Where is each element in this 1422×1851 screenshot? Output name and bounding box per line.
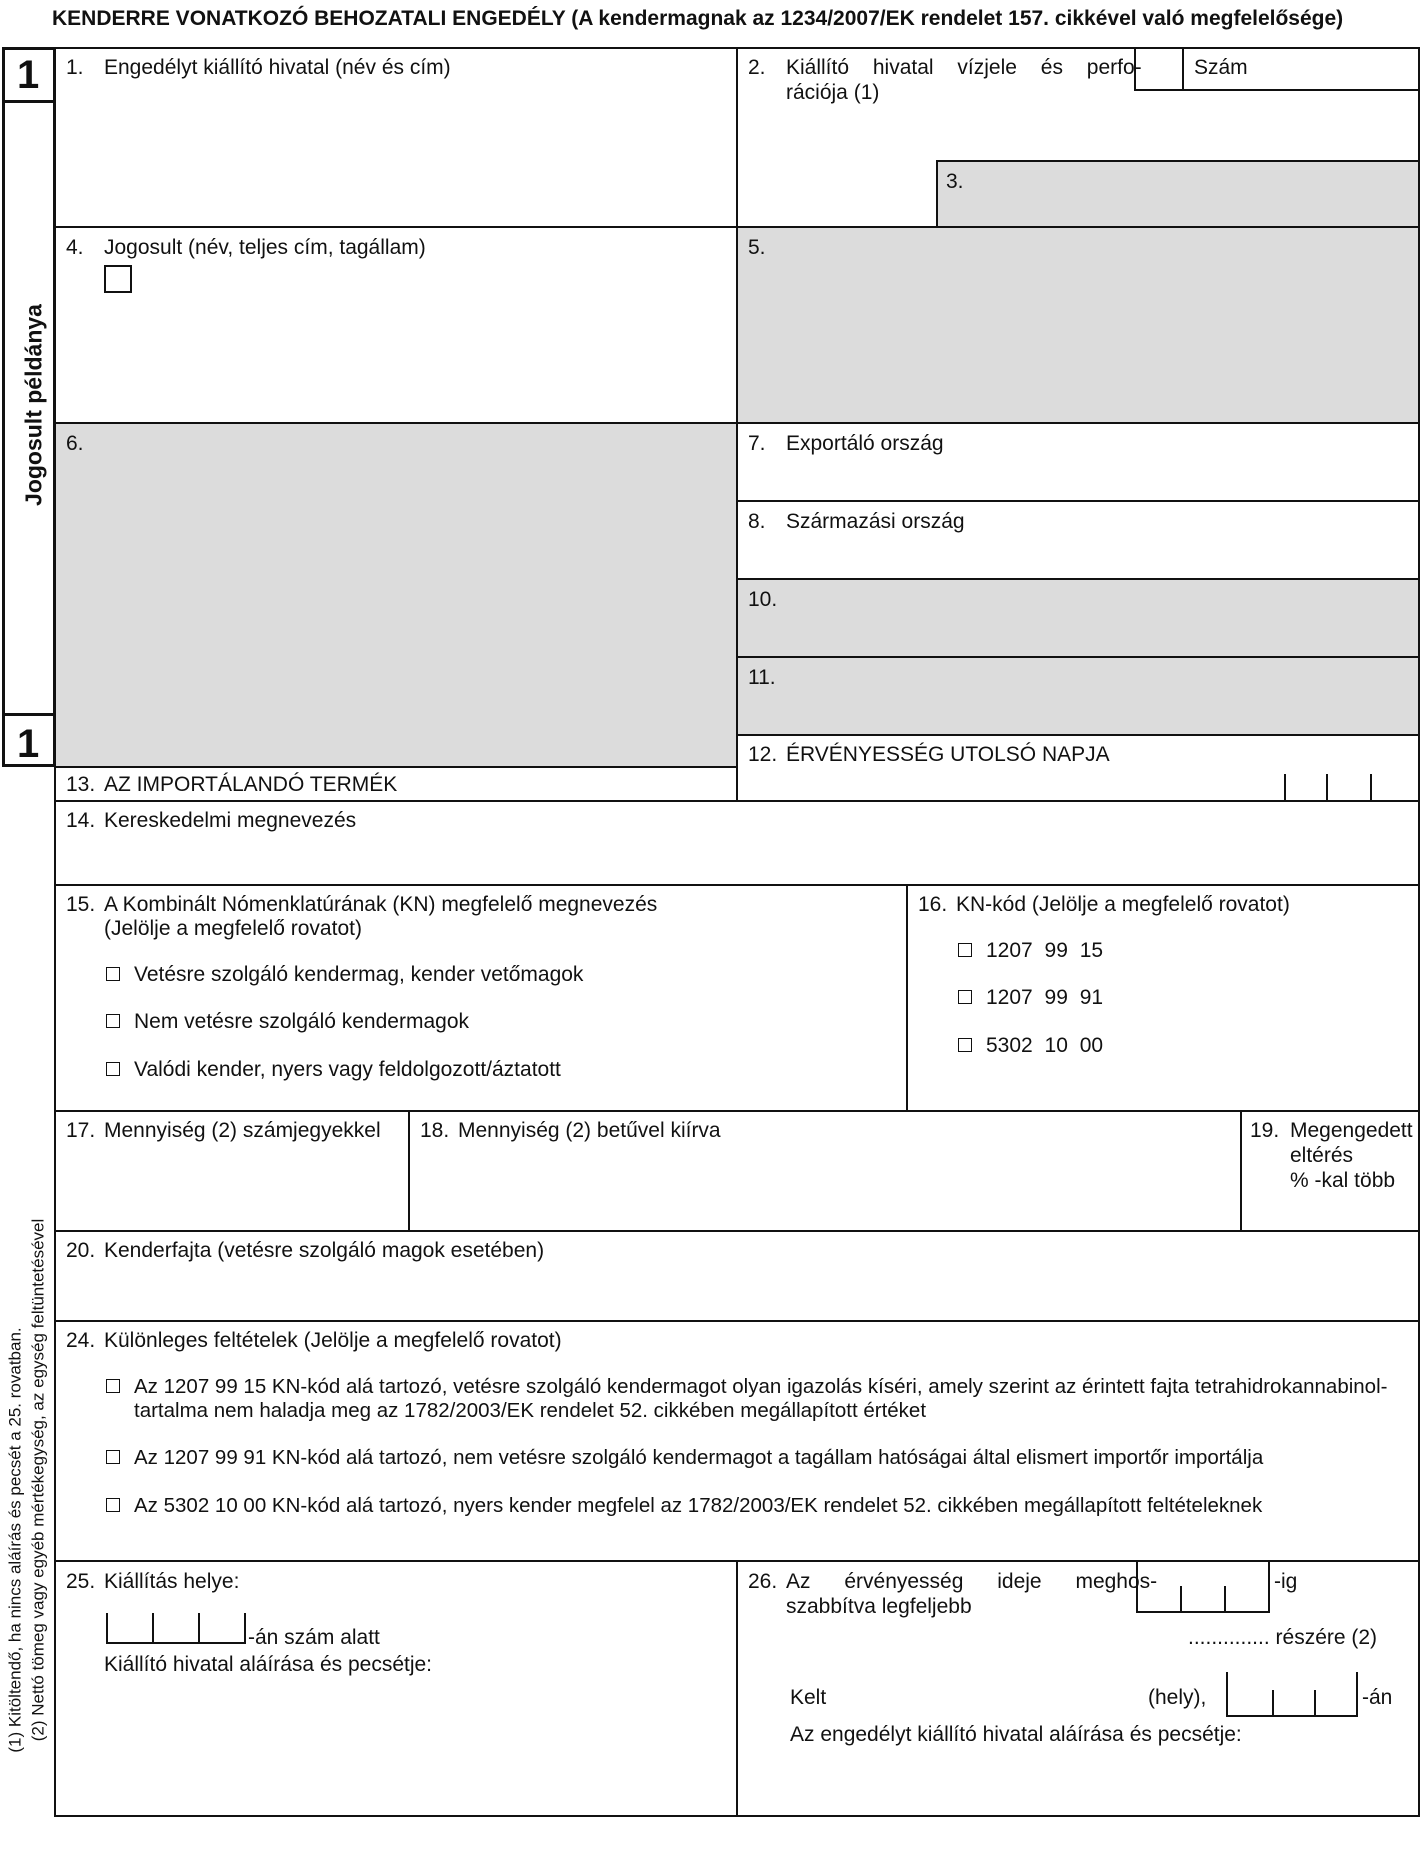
box-6-number: 6. — [66, 432, 84, 455]
footnote-2: (2) Nettó tömeg vagy egyéb mértékegység, az egység feltüntetésével — [28, 1218, 48, 1742]
box-24-option-2-checkbox[interactable] — [106, 1450, 120, 1464]
box-4-checkbox[interactable] — [104, 265, 132, 293]
box-8-label: 8. Származási ország — [748, 510, 965, 533]
box-26-an: -án — [1362, 1686, 1393, 1709]
box-16-option-1: 1207 99 15 — [986, 939, 1104, 962]
box-19-line1: Megengedett — [1290, 1119, 1413, 1142]
box-26-label-line1: Az érvényesség ideje meghos- — [786, 1570, 1158, 1593]
box-15-label-line2: (Jelölje a megfelelő rovatot) — [104, 917, 362, 940]
box-24-option-1-checkbox[interactable] — [106, 1379, 120, 1393]
form-title: KENDERRE VONATKOZÓ BEHOZATALI ENGEDÉLY (A kendermagnak az 1234/2007/EK rendelet 157. cikkével való megfelelősége) — [52, 7, 1344, 30]
box-26-kelt: Kelt — [790, 1686, 827, 1709]
box-16-option-3-checkbox[interactable] — [958, 1038, 972, 1052]
box-24-label: 24. Különleges feltételek (Jelölje a megfelelő rovatot) — [66, 1329, 562, 1352]
box-25-sign: Kiállító hivatal aláírása és pecsétje: — [104, 1653, 433, 1676]
box-16-option-3: 5302 10 00 — [986, 1034, 1104, 1057]
box-11-number: 11. — [748, 666, 776, 689]
box-5-number: 5. — [748, 236, 766, 259]
box-2-label-line1: Kiállító hivatal vízjele és perfo- — [786, 56, 1142, 79]
copy-number-top: 1 — [17, 53, 40, 97]
box-25-label: 25. Kiállítás helye: — [66, 1570, 240, 1593]
box-2-number: 2. — [748, 56, 766, 79]
box-19-number: 19. — [1250, 1119, 1280, 1142]
box-24-option-2: Az 1207 99 91 KN-kód alá tartozó, nem vetésre szolgáló kendermagot a tagállam hatóságai által elismert importőr importálja — [134, 1446, 1264, 1469]
szam-label: Szám — [1194, 56, 1248, 79]
box-26-ig: -ig — [1274, 1570, 1298, 1593]
box-15-option-3: Valódi kender, nyers vagy feldolgozott/áztatott — [134, 1058, 561, 1081]
box-20-label: 20. Kenderfajta (vetésre szolgáló magok esetében) — [66, 1239, 545, 1262]
box-19-line3: % -kal több — [1290, 1169, 1396, 1192]
box-2-label-line2: rációja (1) — [786, 81, 880, 104]
box-3-number: 3. — [946, 170, 964, 193]
copy-label: Jogosult példánya — [20, 304, 47, 506]
box-26-sign: Az engedélyt kiállító hivatal aláírása és pecsétje: — [790, 1723, 1242, 1746]
box-12-label: 12. ÉRVÉNYESSÉG UTOLSÓ NAPJA — [748, 743, 1110, 766]
box-15-option-1-checkbox[interactable] — [106, 967, 120, 981]
box-26-number: 26. — [748, 1570, 778, 1593]
box-24-option-1-line1: Az 1207 99 15 KN-kód alá tartozó, vetésre szolgáló kendermagot olyan igazolás kíséri, amely szerint az érintett fajta tetrahidrokannabinol- — [134, 1375, 1388, 1398]
box-16-option-1-checkbox[interactable] — [958, 943, 972, 957]
box-13-label: 13. AZ IMPORTÁLANDÓ TERMÉK — [66, 773, 398, 796]
box-4-label: 4. Jogosult (név, teljes cím, tagállam) — [66, 236, 426, 259]
box-24-option-1-line2: tartalma nem haladja meg az 1782/2003/EK rendelet 52. cikkében megállapított értéket — [134, 1399, 927, 1422]
box-26-label-line2: szabbítva legfeljebb — [786, 1595, 972, 1618]
box-10-number: 10. — [748, 588, 778, 611]
footnote-1: (1) Kitöltendő, ha nincs aláírás és pecsét a 25. rovatban. — [5, 1327, 25, 1753]
box-26-reszere: .............. részére (2) — [1188, 1626, 1378, 1649]
box-18-label: 18. Mennyiség (2) betűvel kiírva — [420, 1119, 721, 1142]
box-16-label: 16. KN-kód (Jelölje a megfelelő rovatot) — [918, 893, 1290, 916]
box-24-option-3-checkbox[interactable] — [106, 1498, 120, 1512]
box-15-option-2: Nem vetésre szolgáló kendermagok — [134, 1010, 469, 1033]
box-24-option-3: Az 5302 10 00 KN-kód alá tartozó, nyers kender megfelel az 1782/2003/EK rendelet 52. cikkében megállapított feltételeknek — [134, 1494, 1263, 1517]
box-19-line2: eltérés — [1290, 1144, 1354, 1167]
box-16-option-2: 1207 99 91 — [986, 986, 1104, 1009]
box-15-option-3-checkbox[interactable] — [106, 1062, 120, 1076]
box-17-label: 17. Mennyiség (2) számjegyekkel — [66, 1119, 381, 1142]
box-15-option-1: Vetésre szolgáló kendermag, kender vetőmagok — [134, 963, 584, 986]
box-15-label-line1: 15. A Kombinált Nómenklatúrának (KN) megfelelő megnevezés — [66, 893, 658, 916]
box-15-option-2-checkbox[interactable] — [106, 1014, 120, 1028]
box-7-label: 7. Exportáló ország — [748, 432, 944, 455]
box-26-hely: (hely), — [1148, 1686, 1207, 1709]
box-1-label: 1. Engedélyt kiállító hivatal (név és cím) — [66, 56, 451, 79]
box-25-suffix: -án szám alatt — [248, 1626, 380, 1649]
box-16-option-2-checkbox[interactable] — [958, 990, 972, 1004]
box-14-label: 14. Kereskedelmi megnevezés — [66, 809, 357, 832]
copy-number-bottom: 1 — [17, 722, 40, 766]
